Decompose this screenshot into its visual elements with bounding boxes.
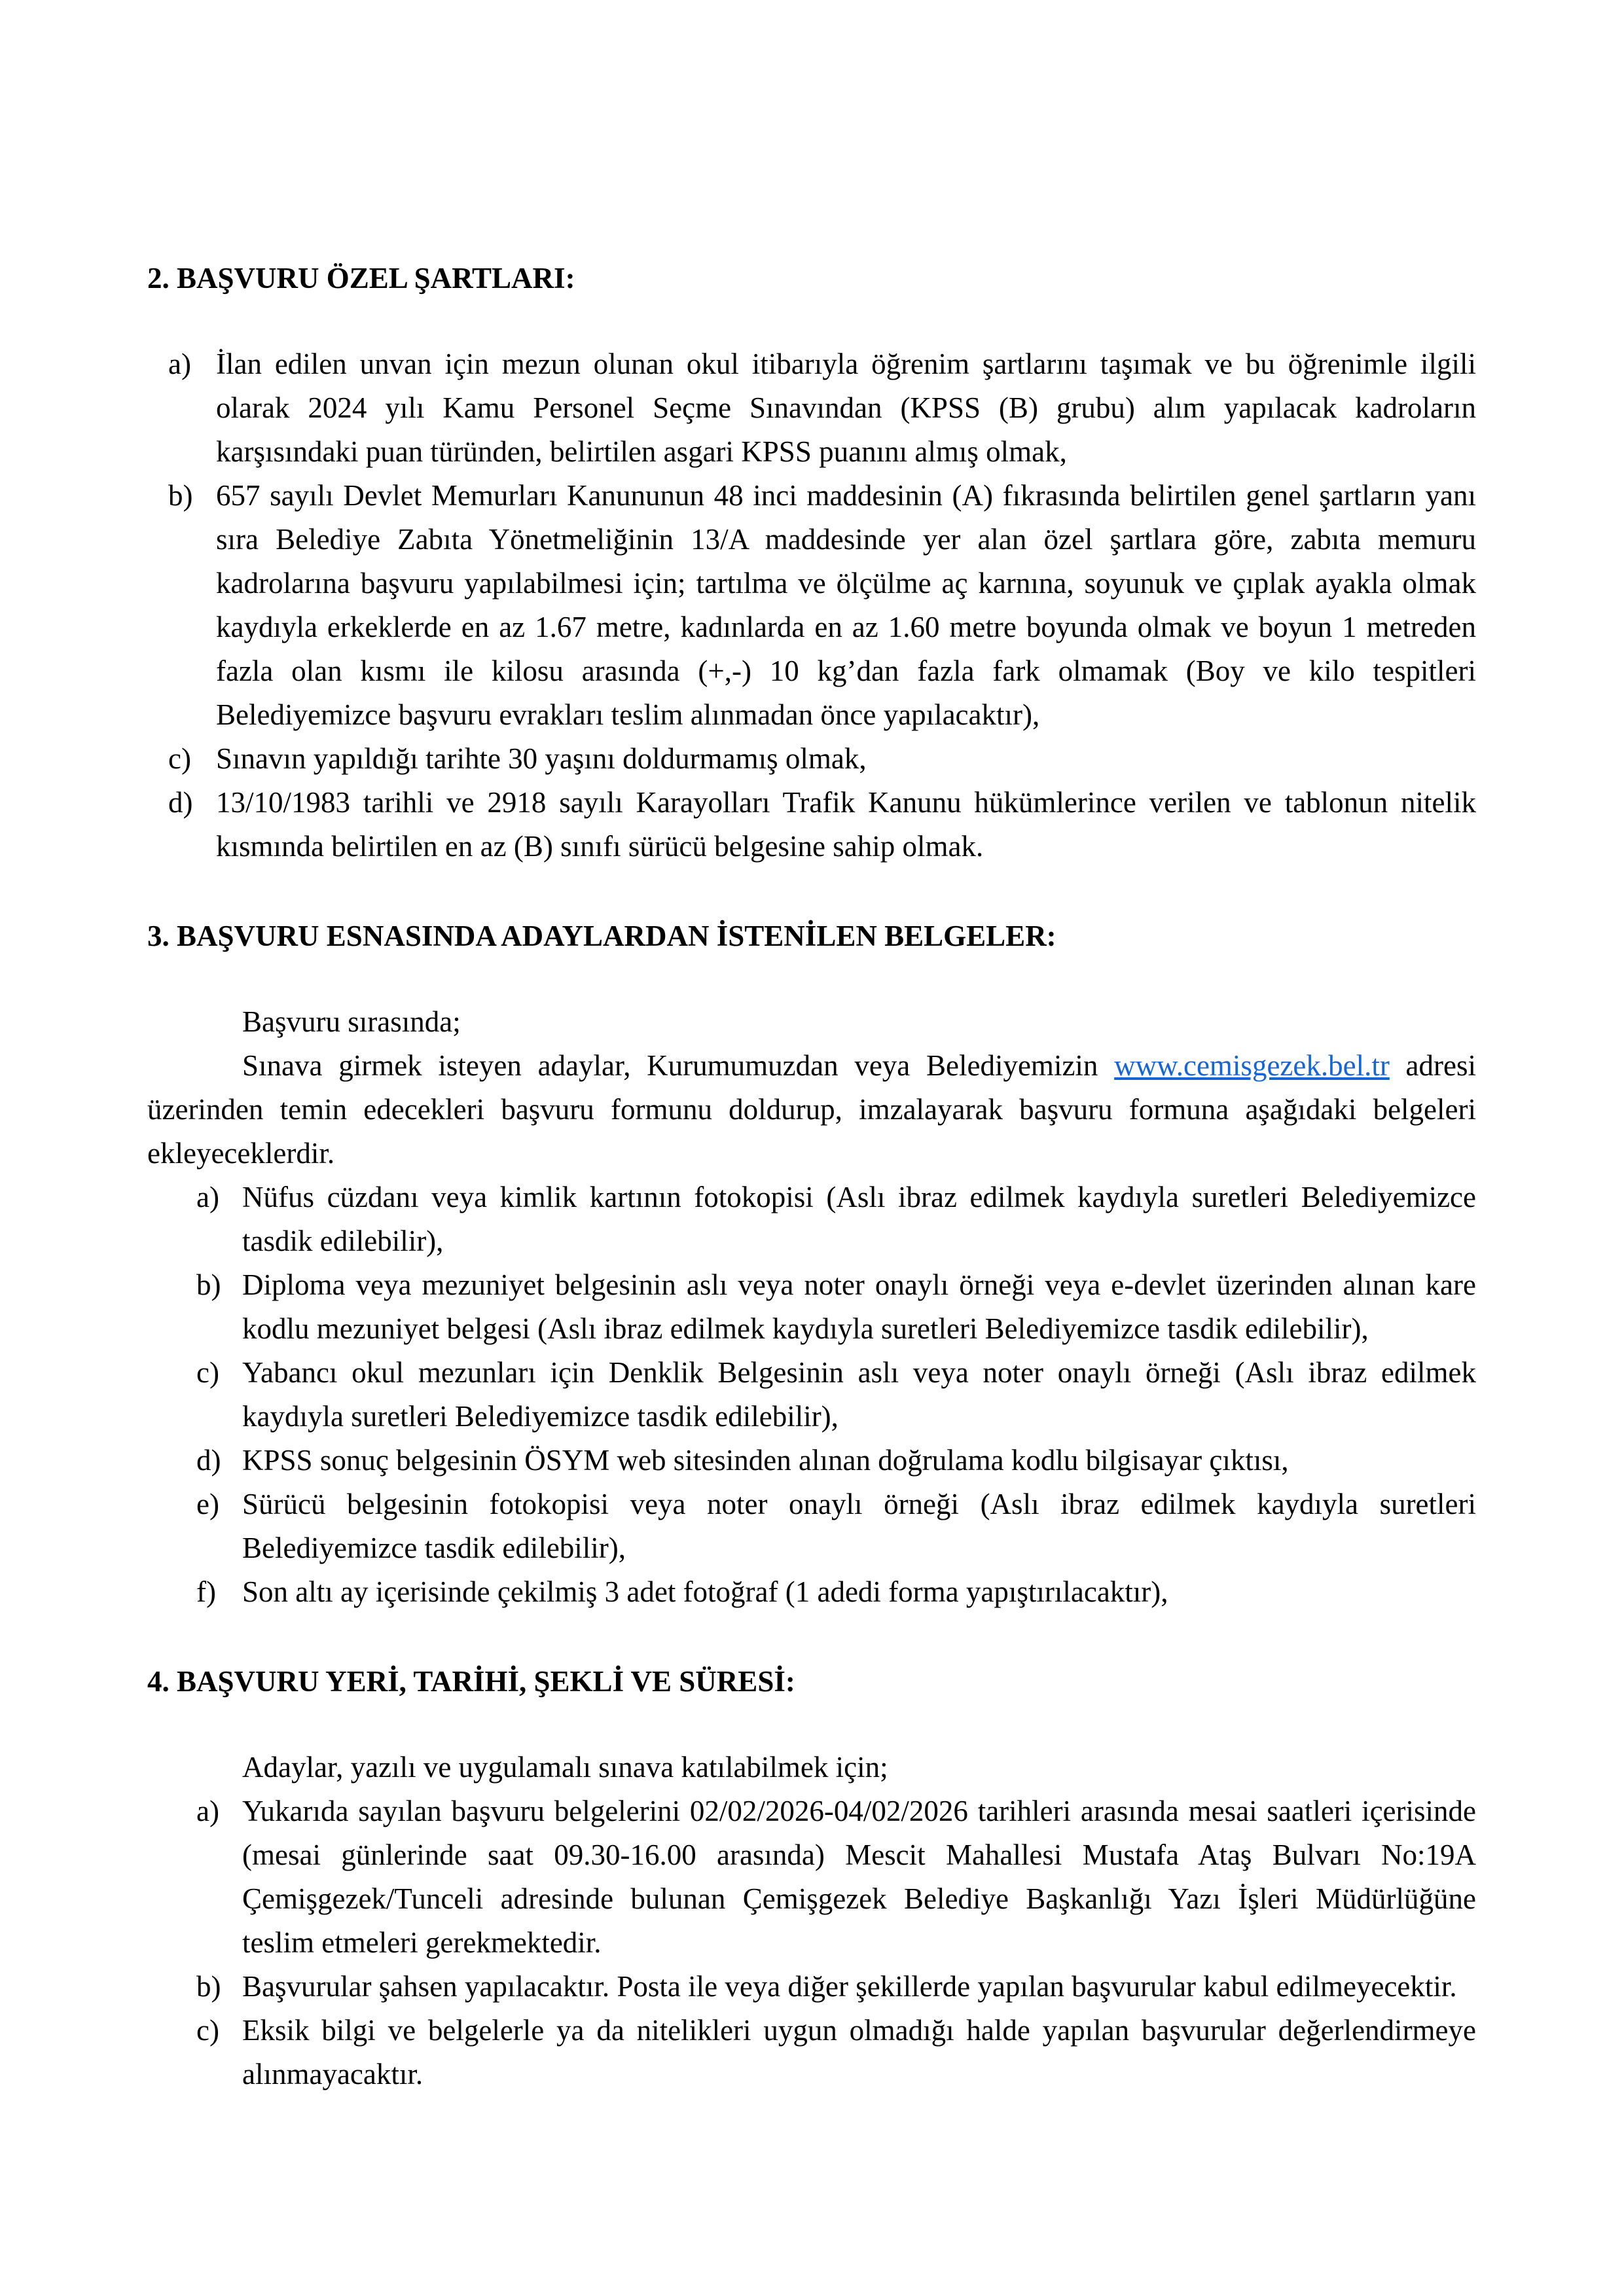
list-item [147,1175,1476,1263]
list-item-label: a) [196,1795,219,1827]
section-2-list [147,342,1476,869]
list-item [147,1570,1476,1614]
paragraph-text: adresi üzerinden temin edecekleri başvuru formunu doldurup, imzalayarak başvuru formuna aşağıdaki belgeleri ekleyeceklerdir. [147,1049,1477,1170]
list-item-text: Yukarıda sayılan başvuru belgelerini 02/02/2026-04/02/2026 tarihleri arasında mesai saatleri içerisinde (mesai günlerinde saat 09.30-16.00 arasında) Mescit Mahallesi Mustafa Ataş Bulvarı No:19A Çemişgezek/Tunceli adresinde bulunan Çemişgezek Belediye Başkanlığı Yazı İşleri Müdürlüğüne teslim etmeleri gerekmektedir. [242,1795,1476,1959]
list-item [147,1482,1476,1570]
list-item [147,1965,1476,2009]
list-item-text: Nüfus cüzdanı veya kimlik kartının fotokopisi (Aslı ibraz edilmek kaydıyla suretleri Belediyemizce tasdik edilebilir), [242,1181,1476,1257]
list-item-label: b) [196,1970,221,2003]
list-item-label: c) [168,742,191,775]
paragraph-basvuru-sirasinda: Başvuru sırasında; [242,1005,461,1038]
list-item [147,1439,1476,1482]
list-item-text: KPSS sonuç belgesinin ÖSYM web sitesinden alınan doğrulama kodlu bilgisayar çıktısı, [242,1444,1289,1477]
list-item-text: Son altı ay içerisinde çekilmiş 3 adet fotoğraf (1 adedi forma yapıştırılacaktır), [242,1575,1168,1608]
list-item-text: 657 sayılı Devlet Memurları Kanununun 48 inci maddesinin (A) fıkrasında belirtilen genel şartların yanı sıra Belediye Zabıta Yönetmeliğinin 13/A maddesinde yer alan özel şartlara göre, zabıta memuru kadrolarına başvuru yapılabilmesi için; tartılma ve ölçülme aç karnına, soyunuk ve çıplak ayakla olmak kaydıyla erkeklerde en az 1.67 metre, kadınlarda en az 1.60 metre boyunda olmak ve boyun 1 metreden fazla olan kısmı ile kilosu arasında (+,-) 10 kg’dan fazla fark olmamak (Boy ve kilo tespitleri Belediyemizce başvuru evrakları teslim alınmadan önce yapılacaktır), [216,479,1476,731]
paragraph-text: Sınava girmek isteyen adaylar, Kurumumuzdan veya Belediyemizin [242,1049,1115,1082]
list-item [147,1263,1476,1351]
list-item-text: Eksik bilgi ve belgelerle ya da nitelikleri uygun olmadığı halde yapılan başvurular değerlendirmeye alınmayacaktır. [242,2014,1476,2090]
website-link[interactable]: www.cemisgezek.bel.tr [1114,1049,1390,1082]
list-item-label: e) [196,1488,219,1520]
section-4-list [147,1789,1476,2096]
section-4-heading: 4. BAŞVURU YERİ, TARİHİ, ŞEKLİ VE SÜRESİ: [147,1665,795,1698]
list-item [147,474,1476,737]
list-item-label: c) [196,1356,219,1389]
list-item-label: f) [196,1575,216,1608]
section-3-heading: 3. BAŞVURU ESNASINDA ADAYLARDAN İSTENİLEN BELGELER: [147,920,1056,952]
list-item [147,737,1476,781]
list-item-label: b) [196,1268,221,1301]
list-item [147,781,1476,869]
list-item-text: İlan edilen unvan için mezun olunan okul itibarıyla öğrenim şartlarını taşımak ve bu öğrenimle ilgili olarak 2024 yılı Kamu Personel Seçme Sınavından (KPSS (B) grubu) alım yapılacak kadroların karşısındaki puan türünden, belirtilen asgari KPSS puanını almış olmak, [216,348,1476,468]
list-item [147,1789,1476,1965]
list-item [147,2009,1476,2096]
list-item-text: Başvurular şahsen yapılacaktır. Posta ile veya diğer şekillerde yapılan başvurular kabul edilmeyecektir. [242,1970,1457,2003]
list-item [147,1351,1476,1439]
section-3-list [147,1175,1476,1614]
list-item-label: b) [168,479,193,512]
list-item-label: a) [168,348,191,380]
list-item-text: Sürücü belgesinin fotokopisi veya noter onaylı örneği (Aslı ibraz edilmek kaydıyla suretleri Belediyemizce tasdik edilebilir), [242,1488,1476,1564]
list-item-text: 13/10/1983 tarihli ve 2918 sayılı Karayolları Trafik Kanunu hükümlerince verilen ve tablonun nitelik kısmında belirtilen en az (B) sınıfı sürücü belgesine sahip olmak. [216,786,1476,863]
list-item-label: d) [168,786,193,819]
section-2-heading: 2. BAŞVURU ÖZEL ŞARTLARI: [147,262,575,295]
list-item [147,342,1476,474]
list-item-label: c) [196,2014,219,2047]
paragraph-adaylar: Adaylar, yazılı ve uygulamalı sınava katılabilmek için; [242,1751,888,1784]
list-item-text: Yabancı okul mezunları için Denklik Belgesinin aslı veya noter onaylı örneği (Aslı ibraz edilmek kaydıyla suretleri Belediyemizce tasdik edilebilir), [242,1356,1476,1433]
list-item-label: a) [196,1181,219,1213]
list-item-text: Diploma veya mezuniyet belgesinin aslı veya noter onaylı örneği veya e-devlet üzerinden alınan kare kodlu mezuniyet belgesi (Aslı ibraz edilmek kaydıyla suretleri Belediyemizce tasdik edilebilir), [242,1268,1476,1345]
list-item-label: d) [196,1444,221,1477]
list-item-text: Sınavın yapıldığı tarihte 30 yaşını doldurmamış olmak, [216,742,867,775]
paragraph-application-form [147,1044,1476,1175]
